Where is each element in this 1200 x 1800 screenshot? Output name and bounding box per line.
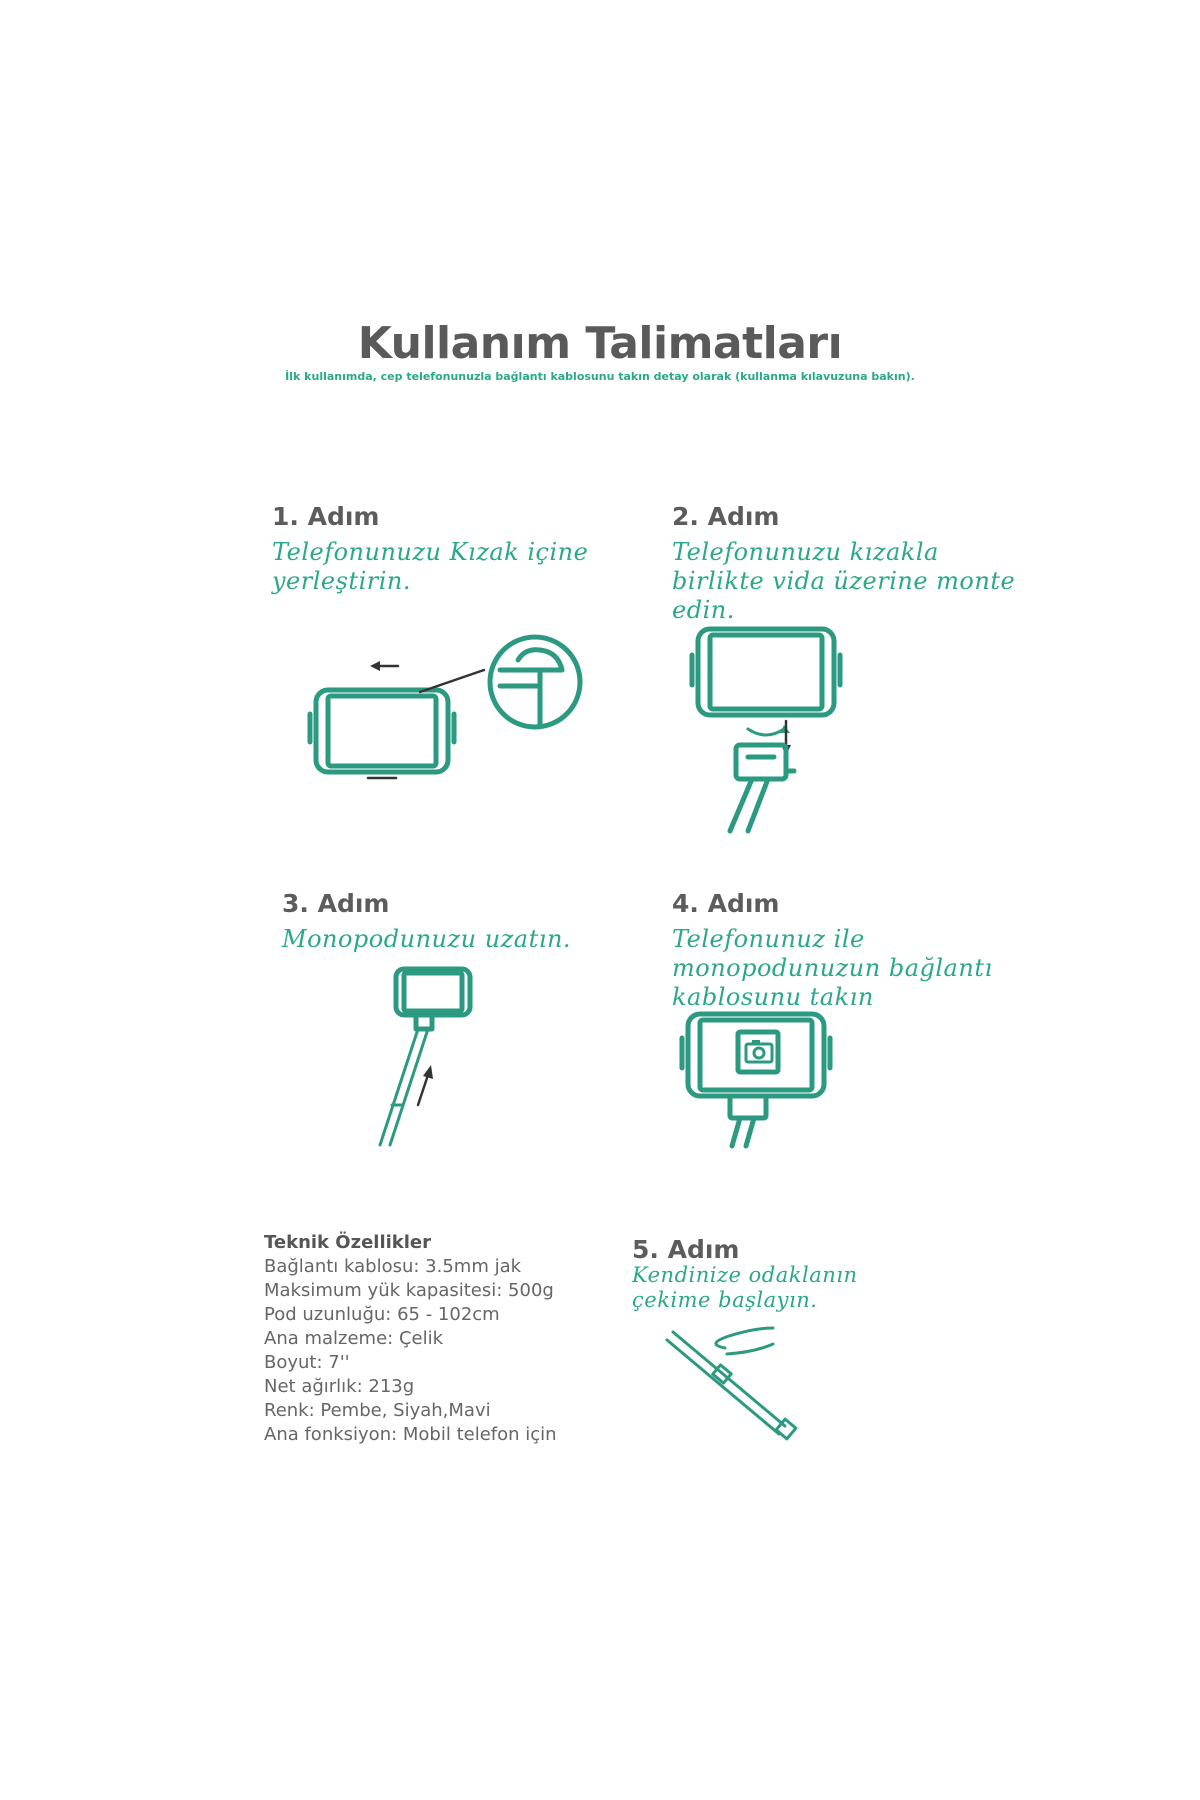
step-5-description bbox=[632, 1263, 857, 1313]
step-2-line: Telefonunuzu kızakla bbox=[672, 538, 939, 566]
step-4-line: Telefonunuz ile bbox=[672, 925, 865, 953]
spec-item: Net ağırlık: 213g bbox=[264, 1376, 415, 1397]
phone-camera-app-icon bbox=[680, 1010, 840, 1150]
step-5-line: çekime başlayın. bbox=[632, 1288, 818, 1312]
selfie-stick-icon bbox=[665, 1318, 815, 1448]
step-2-line: birlikte vida üzerine monte bbox=[672, 567, 1016, 595]
extended-monopod-icon bbox=[370, 965, 490, 1150]
specs-block bbox=[264, 1232, 557, 1447]
spec-item: Renk: Pembe, Siyah,Mavi bbox=[264, 1400, 491, 1421]
spec-item: Ana malzeme: Çelik bbox=[264, 1328, 444, 1349]
spec-item: Bağlantı kablosu: 3.5mm jak bbox=[264, 1256, 522, 1277]
step-2-heading: 2. Adım bbox=[672, 502, 780, 531]
spec-item: Pod uzunluğu: 65 - 102cm bbox=[264, 1304, 500, 1325]
step-3-heading: 3. Adım bbox=[282, 889, 390, 918]
step-4-description bbox=[672, 925, 993, 1012]
step-5-heading: 5. Adım bbox=[632, 1235, 740, 1264]
step-4-line: monopodunuzun bağlantı bbox=[672, 954, 993, 982]
step-5-line: Kendinize odaklanın bbox=[632, 1263, 858, 1287]
step-2-line: edin. bbox=[672, 596, 735, 624]
spec-item: Boyut: 7'' bbox=[264, 1352, 350, 1373]
step-1-line: Telefonunuzu Kızak içine bbox=[272, 538, 589, 566]
specs-list bbox=[264, 1255, 557, 1447]
page-title: Kullanım Talimatları bbox=[357, 318, 843, 369]
specs-title: Teknik Özellikler bbox=[264, 1232, 432, 1253]
phone-mount-on-screw-icon bbox=[690, 625, 860, 835]
step-4-line: kablosunu takın bbox=[672, 983, 874, 1011]
step-3-line: Monopodunuzu uzatın. bbox=[282, 925, 572, 953]
spec-item: Ana fonksiyon: Mobil telefon için bbox=[264, 1424, 557, 1445]
spec-item: Maksimum yük kapasitesi: 500g bbox=[264, 1280, 554, 1301]
step-2-description bbox=[672, 538, 1015, 625]
step-4-heading: 4. Adım bbox=[672, 889, 780, 918]
step-1-line: yerleştirin. bbox=[272, 567, 411, 595]
phone-in-holder-icon bbox=[300, 630, 600, 790]
step-3-description bbox=[282, 925, 571, 954]
step-1-description bbox=[272, 538, 588, 596]
step-1-heading: 1. Adım bbox=[272, 502, 380, 531]
page-subtitle: İlk kullanımda, cep telefonunuzla bağlantı kablosunu takın detay olarak (kullanma kılavuzuna bakın). bbox=[285, 370, 915, 383]
